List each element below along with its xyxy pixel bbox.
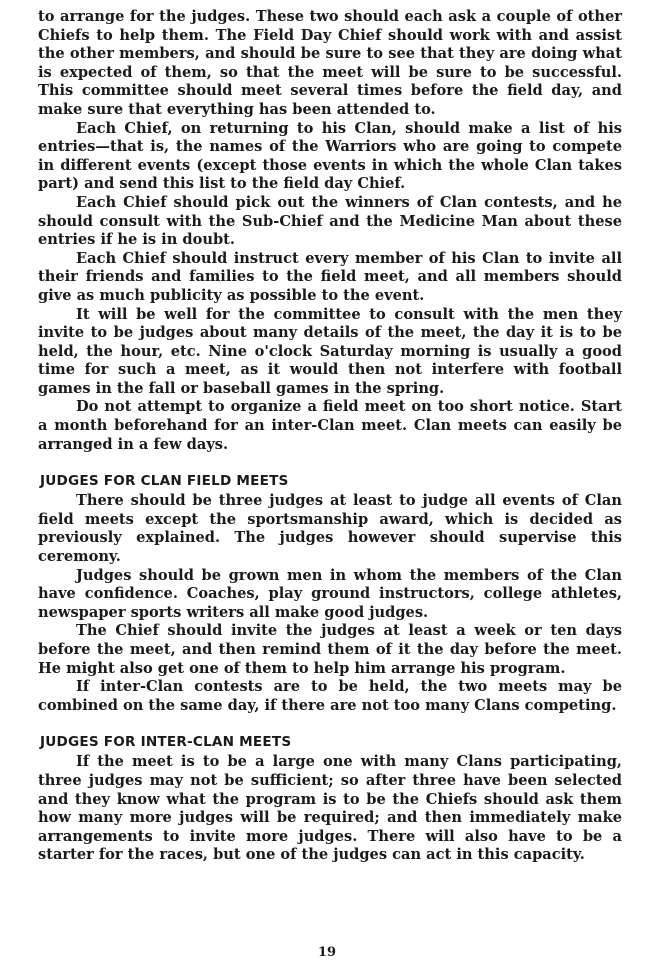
paragraph-three-judges: There should be three judges at least to judge all events of Clan field meets except the sportsmanship award, which is decided as previously explained. The judges however should supervise this ceremony.	[38, 492, 622, 566]
paragraph-committee-continued: to arrange for the judges. These two should each ask a couple of other Chiefs to help them. The Field Day Chief should work with and assist the other members, and should be sure to see that they are doing what is expected of them, so that the meet will be sure to be successful. This committee should meet several times before the field day, and make sure that everything has been attended to.	[38, 8, 622, 118]
paragraph-clan-winners: Each Chief should pick out the winners of Clan contests, and he should consult with the Sub-Chief and the Medicine Man about these entries if he is in doubt.	[38, 193, 622, 249]
section-heading-inter-clan-meets: JUDGES FOR INTER-CLAN MEETS	[40, 734, 292, 751]
paragraph-invite-week: The Chief should invite the judges at least a week or ten days before the meet, and then remind them of it the day before the meet. He might also get one of them to help him arrange his program.	[38, 622, 622, 677]
section-heading-clan-field-meets: JUDGES FOR CLAN FIELD MEETS	[40, 473, 289, 490]
paragraph-large-meet: If the meet is to be a large one with many Clans participating, three judges may not be sufficient; so after three have been selected and they know what the program is to be the Chiefs should ask them how many more judges will be required; and then immediately make arrangements to invite more judges. There will also have to be a starter for the races, but one of the judges can act in this capacity.	[38, 753, 622, 864]
paragraph-chief-entries: Each Chief, on returning to his Clan, should make a list of his entries—that is, the names of the Warriors who are going to compete in different events (except those events in which the whole Clan takes part) and send this list to the field day Chief.	[38, 119, 622, 193]
page-number: 19	[317, 945, 337, 960]
document-page	[38, 8, 622, 865]
paragraph-short-notice: Do not attempt to organize a field meet on too short notice. Start a month beforehand for an inter-Clan meet. Clan meets can easily be arranged in a few days.	[38, 398, 622, 453]
paragraph-consult-judges: It will be well for the committee to consult with the men they invite to be judges about many details of the meet, the day it is to be held, the hour, etc. Nine o'clock Saturday morning is usually a good time for such a meet, as it would then not interfere with football games in the fall or baseball games in the spring.	[38, 305, 622, 397]
paragraph-combined-meets: If inter-Clan contests are to be held, the two meets may be combined on the same day, if there are not too many Clans competing.	[38, 678, 622, 714]
paragraph-grown-men: Judges should be grown men in whom the members of the Clan have confidence. Coaches, play ground instructors, college athletes, newspaper sports writers all make good judges.	[38, 566, 622, 621]
paragraph-invite-friends: Each Chief should instruct every member of his Clan to invite all their friends and families to the field meet, and all members should give as much publicity as possible to the event.	[38, 249, 622, 304]
